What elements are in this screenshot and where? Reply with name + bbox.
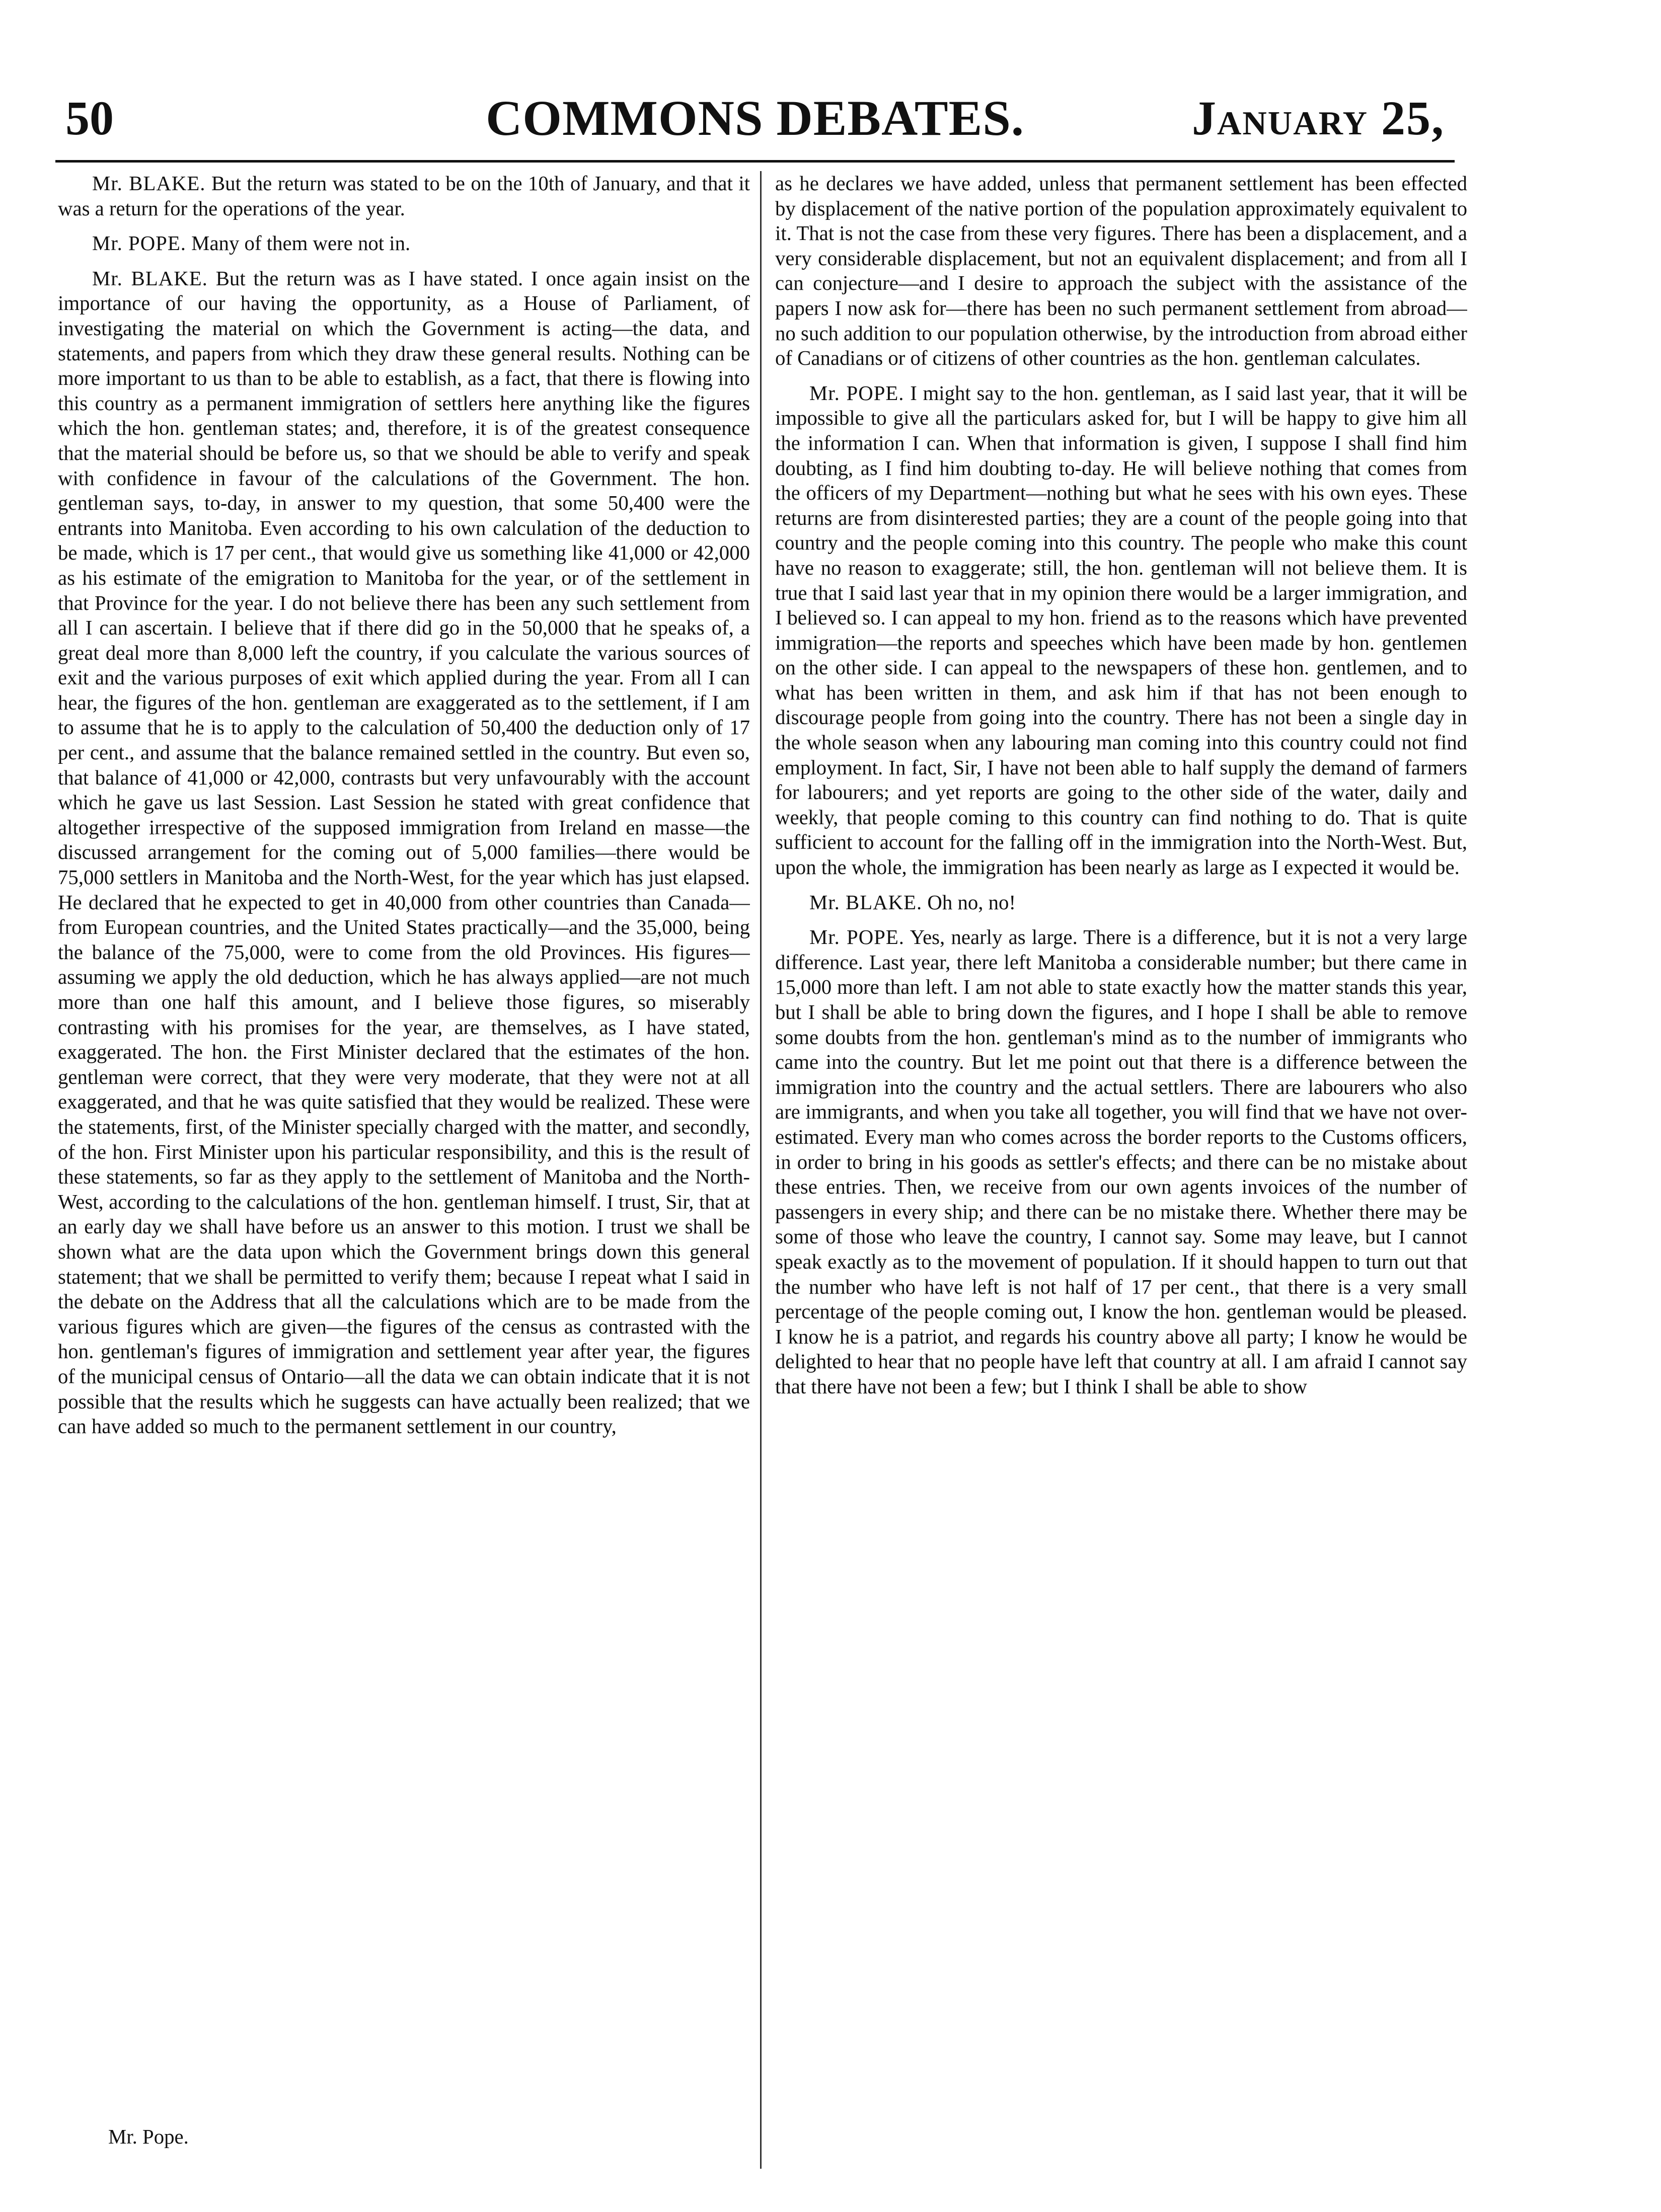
paragraph [775, 890, 1467, 915]
speech-text: Many of them were not in. [191, 232, 411, 255]
column-divider [760, 171, 762, 2169]
speaker-name: Mr. POPE. [92, 232, 186, 255]
speaker-name: Mr. BLAKE. [92, 267, 208, 290]
speaker-name: Mr. BLAKE. [809, 891, 923, 914]
speech-text: Oh no, no! [927, 891, 1016, 914]
page-header [55, 88, 1455, 148]
speech-text: Yes, nearly as large. There is a difference, but it is not a very large difference. Last year, there left Manitoba a considerable number; but there came in 15,000 more than left. I am not able to state exactly how the matter stands this year, but I shall be able to bring down the figures, and I hope I shall be able to remove some doubts from the hon. gentleman's mind as to the number of immigrants who came into the country. But let me point out that there is a difference between the immigration into the country and the actual settlers. There are labourers who also are immigrants, and when you take all together, you will find that we have not over-estimated. Every man who comes across the border reports to the Customs officers, in order to bring in his goods as settler's effects; and there can be no mistake about these entries. Then, we receive from our own agents invoices of the number of passengers in every ship; and there can be no mistake there. Whether there may be some of those who leave the country, I cannot say. Some may leave, but I cannot speak exactly as to the movement of population. If it should happen to turn out that the number who have left is not half of 17 per cent., that there is a very small percentage of the people coming out, I know the hon. gentleman would be pleased. I know he is a patriot, and regards his country above all party; I know he would be delighted to hear that no people have left that country at all. I am afraid I cannot say that there have not been a few; but I think I shall be able to show [775, 926, 1467, 1398]
speaker-name: Mr. POPE. [809, 926, 904, 949]
page-number: 50 [65, 91, 114, 145]
speaker-name: Mr. BLAKE. [92, 172, 206, 195]
speech-text: But the return was stated to be on the 10th of January, and that it was a return for the operations of the year. [58, 172, 750, 220]
speaker-name: Mr. POPE. [809, 381, 904, 405]
paragraph [775, 171, 1467, 371]
paragraph [775, 925, 1467, 1399]
paragraph [775, 381, 1467, 880]
speech-text: as he declares we have added, unless that permanent settlement has been effected by displacement of the native portion of the population approximately equivalent to it. That is not the case from these very figures. There has been a displacement, and a very considerable displacement, but not an equivalent displacement; and from all I can conjecture—and I desire to approach the subject with the assistance of the papers I now ask for—there has been no such permanent settlement from abroad—no such addition to our population otherwise, by the introduction from abroad either of Canadians or of citizens of other countries as the hon. gentleman calculates. [775, 172, 1467, 370]
right-column [775, 171, 1467, 2179]
catchword: Mr. Pope. [108, 2125, 189, 2148]
paragraph [58, 231, 750, 256]
paragraph [58, 266, 750, 1439]
speech-text: I might say to the hon. gentleman, as I said last year, that it will be impossible to give all the particulars asked for, but I will be happy to give him all the information I can. When that information is given, I suppose I shall find him doubting, as I find him doubting to-day. He will believe nothing that comes from the officers of my Department—nothing but what he sees with his own eyes. These returns are from disinterested parties; they are a count of the people going into that country and the people coming into this country. The people who make this count have no reason to exaggerate; still, the hon. gentleman will not believe them. It is true that I said last year that in my opinion there would be a larger immigration, and I believed so. I can appeal to my hon. friend as to the reasons which have prevented immigration—the reports and speeches which have been made by hon. gentlemen on the other side. I can appeal to the newspapers of these hon. gentlemen, and to what has been written in them, and ask him if that has not been enough to discourage people from going into the country. There has not been a single day in the whole season when any labouring man coming into this country could not find employment. In fact, Sir, I have not been able to half supply the demand of farmers for labourers; and yet reports are going to the other side of the water, daily and weekly, that people coming to this country can find nothing to do. That is quite sufficient to account for the falling off in the immigration into the North-West. But, upon the whole, the immigration has been nearly as large as I expected it would be. [775, 381, 1467, 879]
left-column [58, 171, 750, 2179]
journal-title: COMMONS DEBATES. [486, 90, 1024, 146]
paragraph [58, 171, 750, 221]
header-rule [55, 160, 1455, 163]
issue-date: January 25, [1192, 91, 1445, 145]
speech-text: But the return was as I have stated. I once again insist on the importance of our having the opportunity, as a House of Parliament, of investigating the material on which the Government is acting—the data, and statements, and papers from which they draw these general results. Nothing can be more important to us than to be able to establish, as a fact, that there is flowing into this country as a permanent immigration of settlers here anything like the figures which the hon. gentleman states; and, therefore, it is of the greatest consequence that the material should be before us, so that we should be able to verify and speak with confidence in favour of the calculations of the Government. The hon. gentleman says, to-day, in answer to my question, that some 50,400 were the entrants into Manitoba. Even according to his own calculation of the deduction to be made, which is 17 per cent., that would give us something like 41,000 or 42,000 as his estimate of the emigration to Manitoba for the year, or of the settlement in that Province for the year. I do not believe there has been any such settlement from all I can ascertain. I believe that if there did go in the 50,000 that he speaks of, a great deal more than 8,000 left the country, if you calculate the various sources of exit and the various purposes of exit which applied during the year. From all I can hear, the figures of the hon. gentleman are exaggerated as to the settlement, if I am to assume that he is to apply to the calculation of 50,400 the deduction only of 17 per cent., and assume that the balance remained settled in the country. But even so, that balance of 41,000 or 42,000, contrasts but very unfavourably with the account which he gave us last Session. Last Session he stated with great confidence that altogether irrespective of the supposed immigration from Ireland en masse—the discussed arrangement for the coming out of 5,000 families—there would be 75,000 settlers in Manitoba and the North-West, for the year which has just elapsed. He declared that he expected to get in 40,000 from other countries than Canada—from European countries, and the United States practically—and the 35,000, being the balance of the 75,000, were to come from the old Provinces. His figures—assuming we apply the old deduction, which he has always applied—are not much more than one half this amount, and I believe those figures, so miserably contrasting with his promises for the year, are themselves, as I have stated, exaggerated. The hon. the First Minister declared that the estimates of the hon. gentleman were correct, that they were very moderate, that they were not at all exaggerated, and that he was quite satisfied that they would be realized. These were the statements, first, of the Minister specially charged with the matter, and secondly, of the hon. First Minister upon his particular responsibility, and this is the result of these statements, so far as they apply to the settlement of Manitoba and the North-West, according to the calculations of the hon. gentleman himself. I trust, Sir, that at an early day we shall have before us an answer to this motion. I trust we shall be shown what are the data upon which the Government brings down this general statement; that we shall be permitted to verify them; because I repeat what I said in the debate on the Address that all the calculations which are to be made from the various figures which are given—the figures of the census as contrasted with the hon. gentleman's figures of immigration and settlement year after year, the figures of the municipal census of Ontario—all the data we can obtain indicate that it is not possible that the results which he suggests can have actually been realized; that we can have added so much to the permanent settlement in our country, [58, 267, 750, 1438]
